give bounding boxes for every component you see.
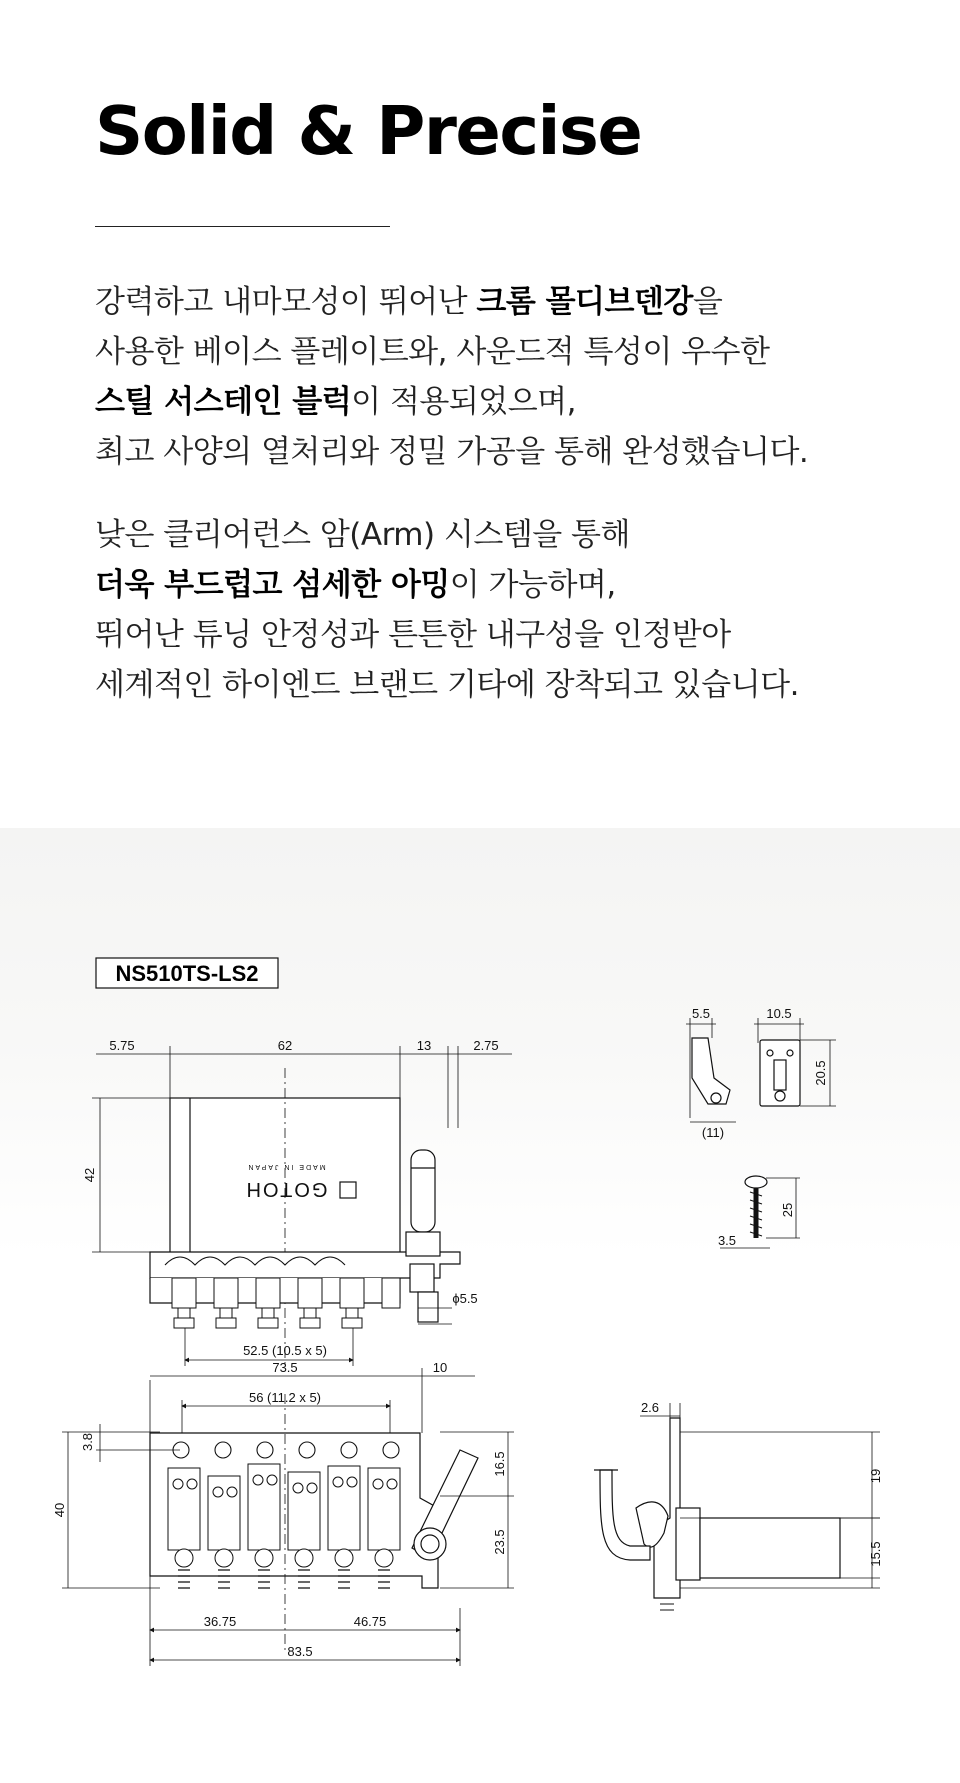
dim-top-d: 2.75 xyxy=(473,1038,499,1053)
paragraph-line xyxy=(95,277,808,327)
dim-screw-d: 3.5 xyxy=(717,1233,737,1248)
dim-clip-foot: (11) xyxy=(701,1125,725,1140)
dim-plate-h: 20.5 xyxy=(813,1060,828,1086)
dim-bot-hole-off: 3.8 xyxy=(80,1432,95,1452)
dim-side-t: 2.6 xyxy=(640,1400,660,1415)
line-text: 이 가능하며, xyxy=(449,567,616,603)
dim-bot-depth: 40 xyxy=(52,1502,67,1518)
brand-name: GOTOH xyxy=(244,1178,328,1200)
model-number: NS510TS-LS2 xyxy=(115,961,259,986)
title-divider xyxy=(95,226,390,227)
dim-bot-width: 73.5 xyxy=(272,1360,298,1375)
line-text: 을 xyxy=(692,284,723,320)
dim-saddle-span: 52.5 (10.5 x 5) xyxy=(243,1343,327,1358)
intro-section xyxy=(0,0,960,828)
made-in-japan: MADE IN JAPAN xyxy=(246,1163,326,1170)
line-text: 최고 사양의 열처리와 정밀 가공을 통해 완성했습니다. xyxy=(95,434,809,470)
feature-paragraph xyxy=(95,510,799,710)
technical-drawing xyxy=(0,828,960,1779)
emphasized-text: 스틸 서스테인 블럭 xyxy=(95,384,352,420)
dim-bot-holes: 56 (11.2 x 5) xyxy=(248,1390,322,1405)
line-text: 강력하고 내마모성이 뛰어난 xyxy=(95,284,477,320)
dim-top-a: 5.75 xyxy=(109,1038,135,1053)
paragraph-line xyxy=(95,610,799,660)
dim-bot-right: 46.75 xyxy=(353,1614,387,1629)
dim-shaft: ϕ5.5 xyxy=(452,1291,478,1306)
paragraph-line xyxy=(95,377,808,427)
line-text: 사용한 베이스 플레이트와, 사운드적 특성이 우수한 xyxy=(95,334,770,370)
dim-bot-total: 83.5 xyxy=(287,1644,313,1659)
paragraph-line xyxy=(95,660,799,710)
paragraph-line xyxy=(95,427,808,477)
dim-clip-w: 5.5 xyxy=(691,1006,711,1021)
dim-bot-upper: 16.5 xyxy=(492,1451,507,1477)
line-text: 이 적용되었으며, xyxy=(351,384,576,420)
top-view-drawing xyxy=(92,1046,512,1368)
dim-bot-left: 36.75 xyxy=(203,1614,237,1629)
line-text: 뛰어난 튜닝 안정성과 튼튼한 내구성을 인정받아 xyxy=(95,617,731,653)
page-title: Solid & Precise xyxy=(95,92,642,170)
dim-bot-lower: 23.5 xyxy=(492,1529,507,1555)
dim-side-upper: 19 xyxy=(868,1468,883,1484)
dim-side-lower: 15.5 xyxy=(868,1541,883,1567)
model-label xyxy=(96,958,278,988)
dim-bot-arm: 10 xyxy=(432,1360,448,1375)
emphasized-text: 더욱 부드럽고 섬세한 아밍 xyxy=(95,567,450,603)
dim-height: 42 xyxy=(82,1167,97,1183)
paragraph-line xyxy=(95,327,808,377)
dim-plate-w: 10.5 xyxy=(766,1006,792,1021)
paragraph-line xyxy=(95,560,799,610)
dim-top-b: 62 xyxy=(277,1038,293,1053)
intro-paragraph xyxy=(95,277,808,477)
line-text: 낮은 클리어런스 암(Arm) 시스템을 통해 xyxy=(95,517,630,553)
dim-top-c: 13 xyxy=(416,1038,432,1053)
bottom-view-drawing xyxy=(62,1368,514,1666)
paragraph-line xyxy=(95,510,799,560)
dim-screw-len: 25 xyxy=(780,1202,795,1218)
technical-drawing-section xyxy=(0,828,960,1779)
emphasized-text: 크롬 몰디브덴강 xyxy=(476,284,693,320)
line-text: 세계적인 하이엔드 브랜드 기타에 장착되고 있습니다. xyxy=(95,667,799,703)
side-view-drawing xyxy=(594,1403,880,1610)
